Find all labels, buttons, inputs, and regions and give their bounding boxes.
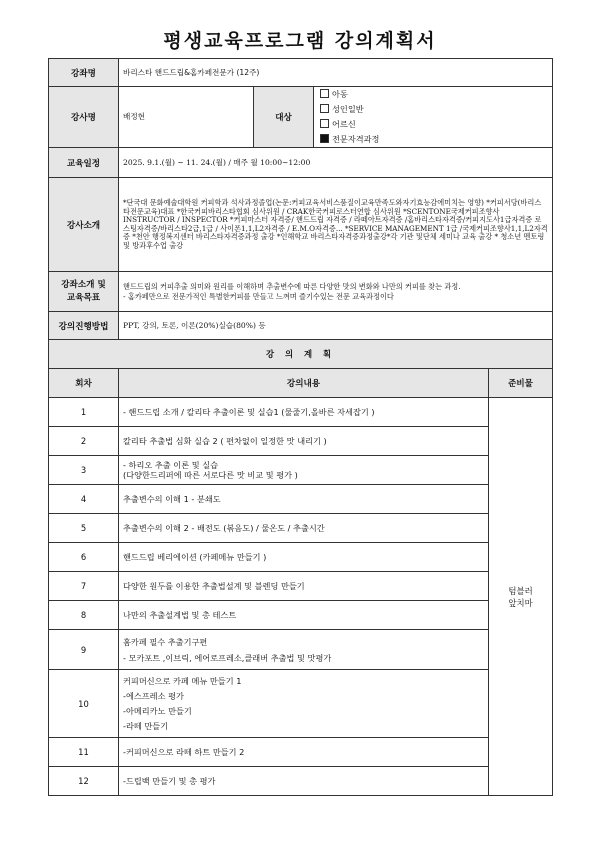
session-row-6 bbox=[49, 543, 553, 572]
checkbox-checked-icon bbox=[320, 134, 329, 143]
session-content: 핸드드립 베리에이션 (카페메뉴 만들기 ) bbox=[119, 543, 489, 572]
method-row bbox=[49, 312, 553, 340]
content-col-header: 강의내용 bbox=[119, 369, 489, 398]
plan-header-row bbox=[49, 340, 553, 369]
checkbox-icon bbox=[320, 89, 329, 98]
bio-label: 강사소개 bbox=[49, 178, 119, 272]
session-row-10 bbox=[49, 670, 553, 738]
session-content: - 하리오 추출 이론 및 실습 (다양한드리퍼에 따른 서로다른 맛 비교 및 평가 ) bbox=[119, 456, 489, 485]
lecture-plan-table bbox=[48, 58, 553, 796]
materials-line: 텀블러 bbox=[508, 585, 533, 596]
session-row-7 bbox=[49, 572, 553, 601]
session-row-1 bbox=[49, 398, 553, 427]
target-label: 대상 bbox=[254, 87, 314, 148]
target-option-senior[interactable]: 어르신 bbox=[320, 117, 442, 132]
bio-value: *단국대 문화예술대학원 커피학과 석사과정졸업(논문:커피교육서비스품질이교육만족도와자기효능감에미치는 영향) *커피서당(바리스타전문교육)대표 *한국커피바리스타협회 심사위원 / CRAK한국커피로스터연합 심사위원 *SCENTONE국제커피조향사 INSTRUCTOR / INSPECTOR *커피마스터 자격증/ 핸드드립 자격증 / 라떼아트자격증 /홈바리스타자격증/커피지도사1급자격증 로스팅자격증/바리스타2급,1급 / 사이폰1,1,L2자격증 / E.M.O자격증... *SERVICE MANAGEMENT 1급 /국제커피조향사1,1,L2자격증 *천안 행정복지센터 바리스타자격증과정 출강 *인해학교 바리스타자격증과정출강*각 기관 및단체 세미나 교육 출강 * 청소년 멘토링 및 방과후수업 출강 bbox=[119, 178, 553, 272]
instructor-value: 배정현 bbox=[119, 87, 254, 148]
target-option-child[interactable]: 아동 bbox=[320, 87, 442, 102]
materials-col-header: 준비물 bbox=[489, 369, 553, 398]
course-row bbox=[49, 59, 553, 87]
materials-line: 앞치마 bbox=[508, 597, 533, 608]
session-number: 10 bbox=[49, 670, 119, 738]
session-content: -드립백 만들기 및 총 평가 bbox=[119, 767, 489, 796]
session-number: 8 bbox=[49, 601, 119, 630]
session-content: 추출변수의 이해 1 - 분쇄도 bbox=[119, 485, 489, 514]
target-option-adult[interactable]: 성인일반 bbox=[320, 102, 442, 117]
session-number: 2 bbox=[49, 427, 119, 456]
goal-line: - 홈카페만으로 전문가적인 특별한커피를 만들고 느껴며 즐기수있는 전문 교육과정이다 bbox=[123, 291, 394, 301]
session-row-4 bbox=[49, 485, 553, 514]
session-row-2 bbox=[49, 427, 553, 456]
session-col-header: 회차 bbox=[49, 369, 119, 398]
session-number: 11 bbox=[49, 738, 119, 767]
session-number: 1 bbox=[49, 398, 119, 427]
session-row-9 bbox=[49, 630, 553, 670]
session-row-12 bbox=[49, 767, 553, 796]
plan-header: 강 의 계 획 bbox=[49, 340, 553, 369]
bio-row bbox=[49, 178, 553, 272]
method-value: PPT, 강의, 토론, 이론(20%)실습(80%) 등 bbox=[119, 312, 553, 340]
schedule-value: 2025. 9.1.(월) ~ 11. 24.(월) / 매주 월 10:00~12:00 bbox=[119, 148, 553, 178]
session-row-8 bbox=[49, 601, 553, 630]
goal-line: 핸드드립의 커피추출 의미와 원리를 이해하며 추출변수에 따른 다양한 맛의 변화와 나만의 커피를 찾는 과정. bbox=[123, 282, 461, 291]
schedule-label: 교육일정 bbox=[49, 148, 119, 178]
session-row-5 bbox=[49, 514, 553, 543]
session-number: 3 bbox=[49, 456, 119, 485]
session-content: -커피머신으로 라떼 하트 만들기 2 bbox=[119, 738, 489, 767]
session-row-3 bbox=[49, 456, 553, 485]
course-value: 바리스타 핸드드립&홈카페전문가 (12주) bbox=[119, 59, 553, 87]
plan-column-header-row bbox=[49, 369, 553, 398]
session-content: 추출변수의 이해 2 - 배전도 (볶음도) / 물온도 / 추출시간 bbox=[119, 514, 489, 543]
goal-value bbox=[119, 272, 553, 312]
goal-row bbox=[49, 272, 553, 312]
course-label: 강좌명 bbox=[49, 59, 119, 87]
session-number: 6 bbox=[49, 543, 119, 572]
session-content: 칼리타 추출법 심화 실습 2 ( 편차없이 일정한 맛 내리기 ) bbox=[119, 427, 489, 456]
session-content: - 핸드드립 소개 / 칼리타 추출이론 및 실습1 (물줄기,올바른 자세잡기 ) bbox=[119, 398, 489, 427]
target-option-professional[interactable]: 전문자격과정 bbox=[320, 132, 442, 147]
session-number: 9 bbox=[49, 630, 119, 670]
session-number: 7 bbox=[49, 572, 119, 601]
checkbox-icon bbox=[320, 104, 329, 113]
session-number: 12 bbox=[49, 767, 119, 796]
schedule-row bbox=[49, 148, 553, 178]
session-number: 5 bbox=[49, 514, 119, 543]
session-content: 홈카페 필수 추출기구편 - 모카포트 ,이브릭, 에어로프레소,클래버 추출법 및 맛평가 bbox=[119, 630, 489, 670]
session-content: 다양한 원두를 이용한 추출법설계 및 블렌딩 만들기 bbox=[119, 572, 489, 601]
method-label: 강의진행방법 bbox=[49, 312, 119, 340]
target-options bbox=[314, 87, 553, 148]
materials-cell bbox=[489, 398, 553, 796]
session-content: 커피머신으로 카페 메뉴 만들기 1 -에스프레소 평가 -아메리카노 만들기 -라떼 만들기 bbox=[119, 670, 489, 738]
session-row-11 bbox=[49, 738, 553, 767]
page-title: 평생교육프로그램 강의계획서 bbox=[163, 30, 437, 52]
session-content: 나만의 추출설계법 및 총 테스트 bbox=[119, 601, 489, 630]
instructor-label: 강사명 bbox=[49, 87, 119, 148]
checkbox-icon bbox=[320, 119, 329, 128]
session-number: 4 bbox=[49, 485, 119, 514]
instructor-row bbox=[49, 87, 553, 148]
goal-label: 강좌소개 및 교육목표 bbox=[49, 272, 119, 312]
